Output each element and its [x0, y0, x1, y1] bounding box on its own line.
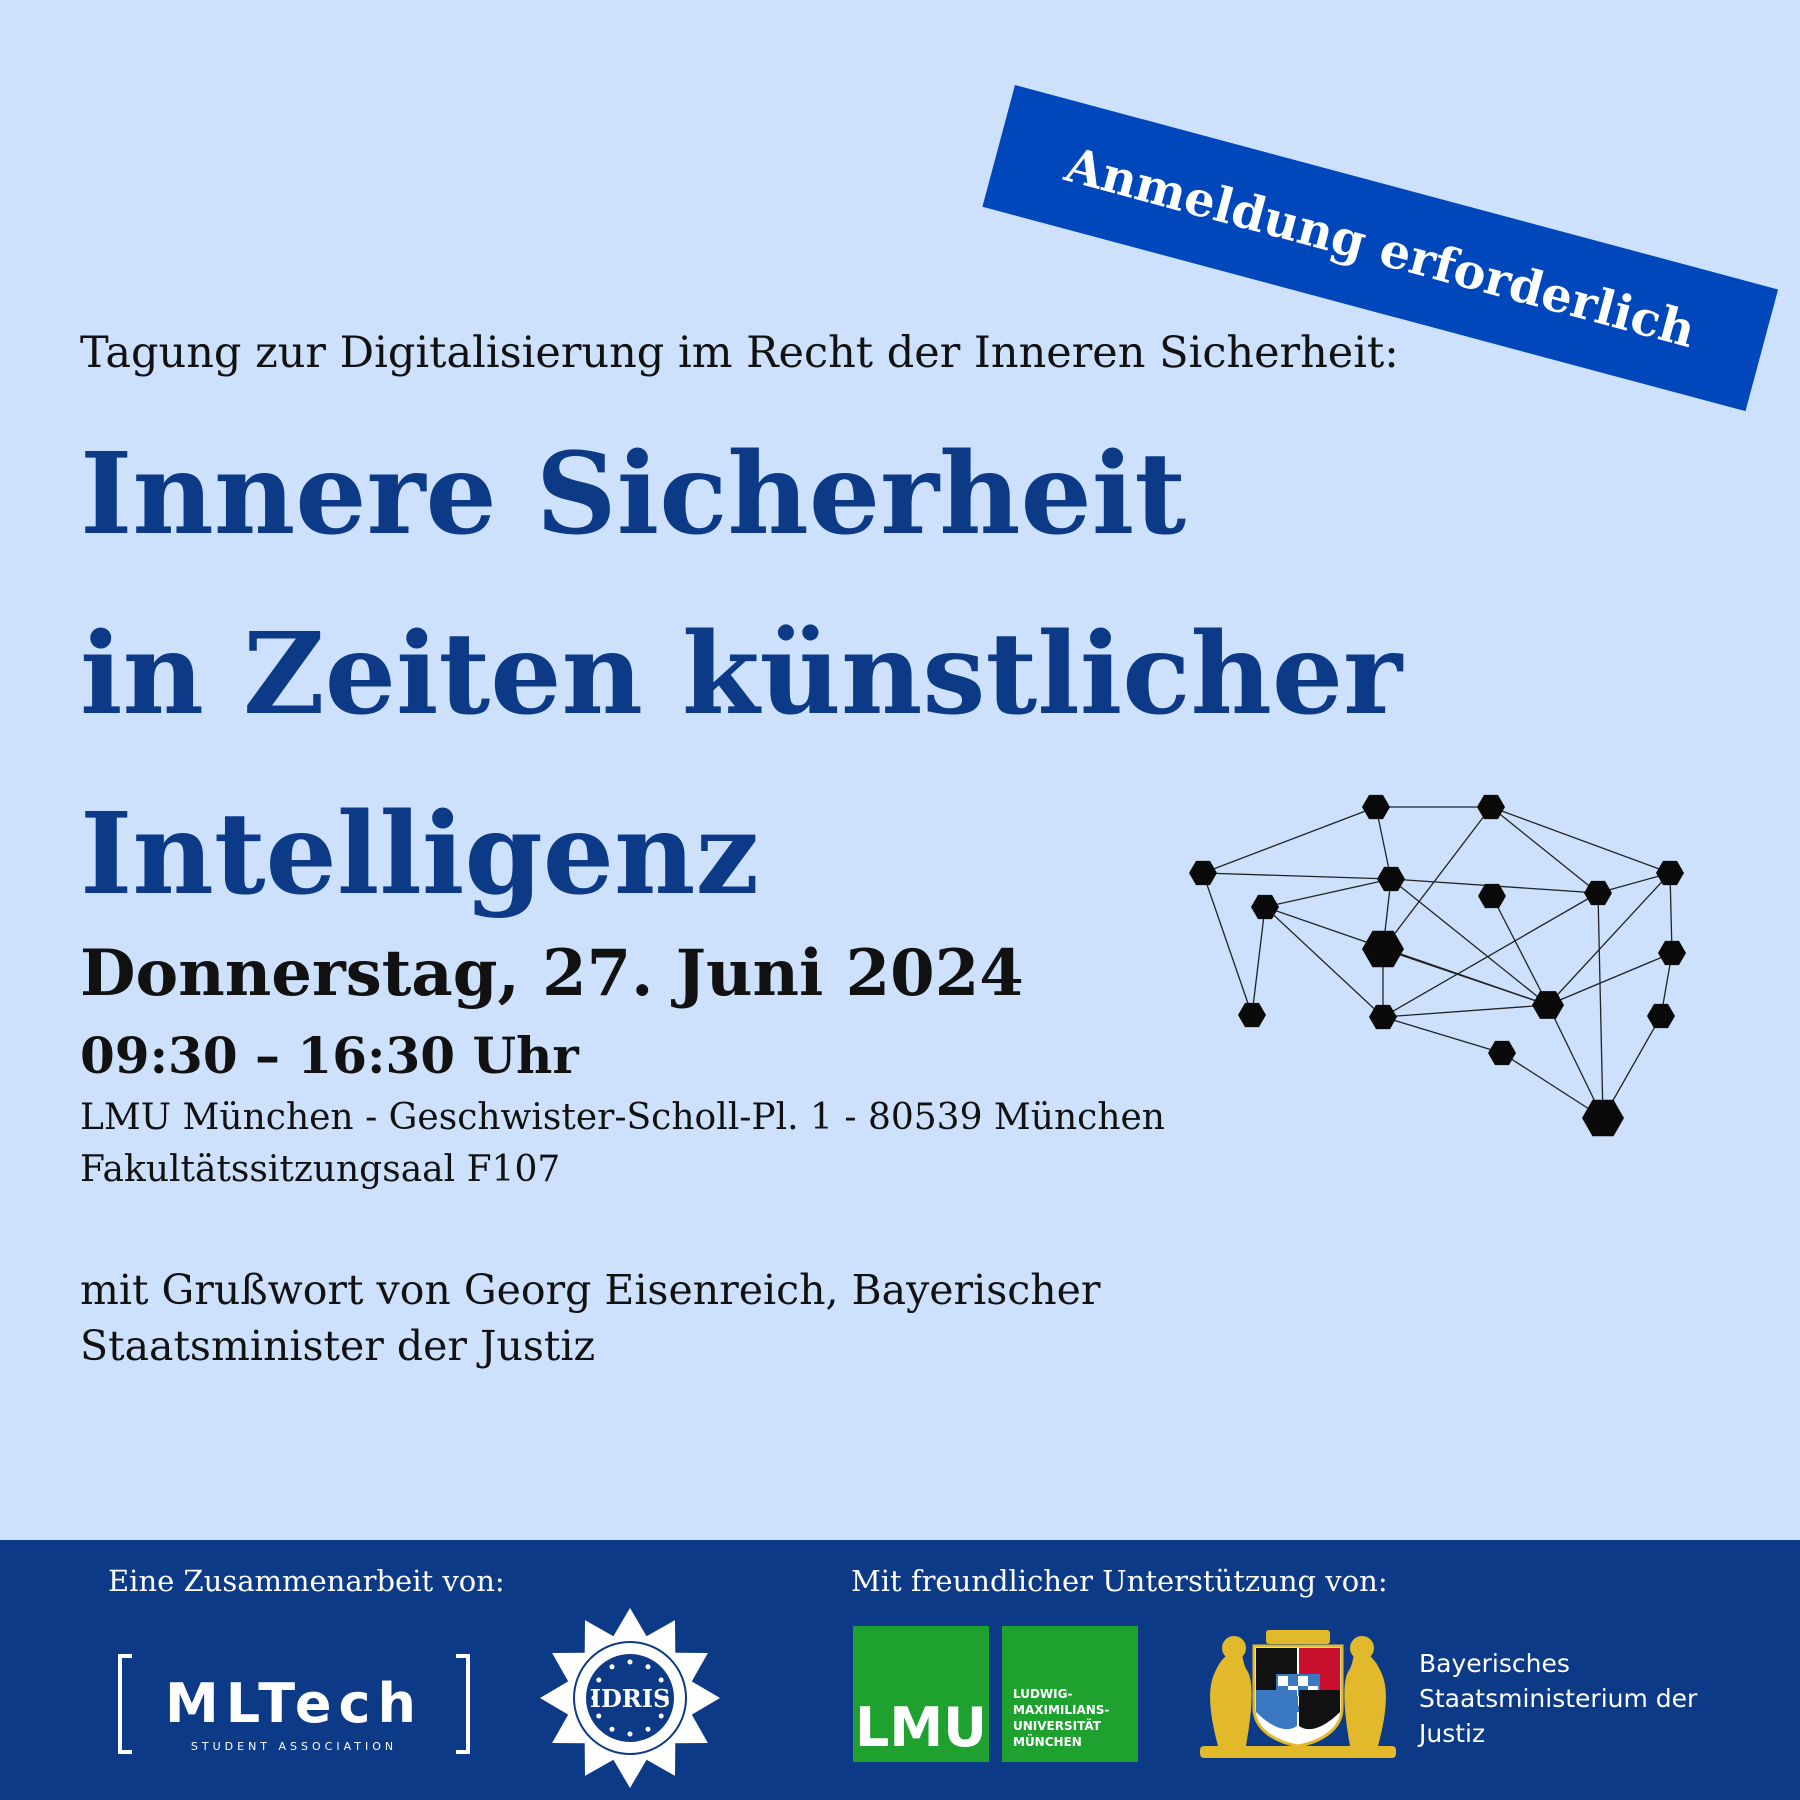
mltech-logo	[118, 1654, 470, 1760]
network-node	[1189, 861, 1217, 885]
idris-star-dot	[646, 1727, 651, 1732]
network-edge	[1265, 907, 1383, 1017]
ministry-line: Bayerisches	[1419, 1649, 1570, 1678]
event-subtitle: Tagung zur Digitalisierung im Recht der Inneren Sicherheit:	[80, 328, 1399, 378]
greeting-line: Staatsminister der Justiz	[80, 1322, 596, 1370]
network-edge	[1203, 807, 1376, 873]
network-edge	[1491, 807, 1670, 873]
lmu-long-line: MÜNCHEN	[1013, 1735, 1082, 1749]
network-graph-icon	[1180, 780, 1700, 1150]
registration-banner-text: Anmeldung erforderlich	[1059, 137, 1701, 360]
collaboration-label: Eine Zusammenarbeit von:	[108, 1564, 505, 1598]
event-address	[80, 1092, 1165, 1196]
footer	[0, 1540, 1800, 1800]
network-node	[1647, 1004, 1675, 1028]
lmu-long-line: UNIVERSITÄT	[1013, 1719, 1101, 1733]
idris-star-dot	[596, 1678, 601, 1683]
lmu-long-line: LUDWIG-	[1013, 1687, 1073, 1701]
bavarian-coat-of-arms-icon	[1192, 1626, 1404, 1762]
idris-star-dot	[596, 1714, 601, 1719]
idris-star-dot	[610, 1664, 615, 1669]
address-line: LMU München - Geschwister-Scholl-Pl. 1 - 80539 München	[80, 1097, 1165, 1138]
lmu-short: LMU	[855, 1696, 987, 1759]
network-edge	[1203, 873, 1252, 1015]
network-edge	[1265, 879, 1391, 907]
network-node	[1238, 1003, 1266, 1027]
network-node	[1488, 1041, 1516, 1065]
network-node	[1362, 795, 1390, 819]
address-line: Fakultätssitzungsaal F107	[80, 1149, 561, 1190]
network-node	[1362, 931, 1404, 967]
event-title-line: Intelligenz	[80, 789, 760, 920]
ministry-name	[1419, 1646, 1697, 1751]
idris-star-dot	[628, 1660, 633, 1665]
network-edge	[1383, 1017, 1502, 1053]
event-title-line: in Zeiten künstlicher	[80, 609, 1403, 740]
network-node	[1658, 941, 1686, 965]
network-edge	[1491, 807, 1598, 893]
idris-star-dot	[646, 1664, 651, 1669]
network-node	[1656, 861, 1684, 885]
network-node	[1582, 1100, 1624, 1136]
event-time: 09:30 – 16:30 Uhr	[80, 1026, 579, 1085]
ministry-line: Justiz	[1419, 1719, 1486, 1748]
idris-name: IDRIS	[589, 1684, 671, 1713]
event-date: Donnerstag, 27. Juni 2024	[80, 936, 1024, 1011]
event-title	[80, 405, 1403, 945]
network-edge	[1548, 953, 1672, 1005]
mltech-name: MLTech	[165, 1672, 423, 1735]
support-label: Mit freundlicher Unterstützung von:	[851, 1564, 1388, 1598]
network-edge	[1252, 907, 1265, 1015]
idris-star-dot	[628, 1732, 633, 1737]
event-title-line: Innere Sicherheit	[80, 429, 1187, 560]
mltech-tagline: STUDENT ASSOCIATION	[190, 1740, 398, 1753]
idris-star-dot	[659, 1714, 664, 1719]
greeting-line: mit Grußwort von Georg Eisenreich, Bayerischer	[80, 1266, 1101, 1314]
idris-star-dot	[610, 1727, 615, 1732]
lmu-logo	[853, 1626, 1138, 1762]
network-edge	[1598, 893, 1603, 1118]
greeting-note	[80, 1262, 1101, 1374]
network-edge	[1203, 873, 1391, 879]
idris-star-dot	[659, 1678, 664, 1683]
ministry-line: Staatsministerium der	[1419, 1684, 1698, 1713]
lmu-long-line: MAXIMILIANS-	[1013, 1703, 1110, 1717]
network-node	[1478, 884, 1506, 908]
network-edge	[1383, 893, 1598, 1017]
idris-logo	[537, 1605, 723, 1791]
network-edge	[1391, 879, 1548, 1005]
network-edge	[1383, 1005, 1548, 1017]
